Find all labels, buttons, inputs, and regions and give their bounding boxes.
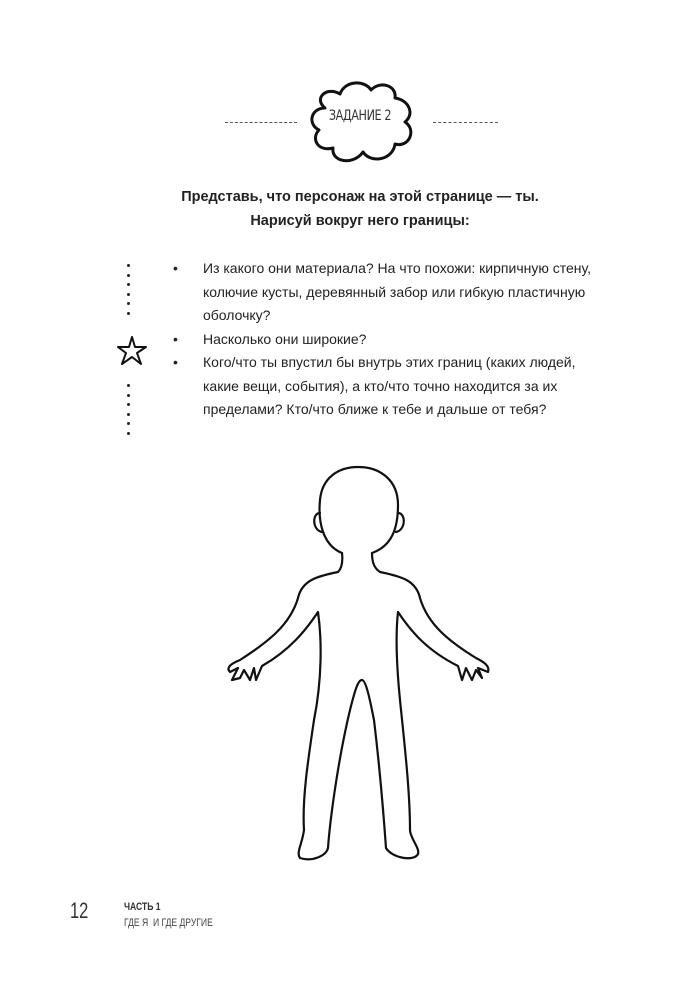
page-number: 12: [70, 898, 89, 923]
task-label: ЗАДАНИЕ 2: [328, 108, 392, 124]
list-item: • Из какого они материала? На что похожи: кирпичную стену, колючие кусты, деревянный забор или гибкую пластичную оболочку?: [168, 257, 608, 328]
heading-line-1: Представь, что персонаж на этой странице — ты.: [181, 189, 539, 205]
chapter-title: ГДЕ Я И ГДЕ ДРУГИЕ: [124, 917, 213, 929]
task-heading: [150, 185, 570, 233]
list-item: • Кого/что ты впустил бы внутрь этих границ (каких людей, какие вещи, события), а кто/что точно находится за их пределами? Кто/что ближе к тебе и дальше от тебя?: [168, 351, 608, 422]
star-icon: [116, 335, 148, 367]
dashed-divider-left: [225, 122, 297, 123]
heading-line-2: Нарисуй вокруг него границы:: [250, 213, 470, 229]
dots-column-top: [127, 264, 131, 321]
dashed-divider-right: [433, 122, 498, 123]
dots-column-bottom: [127, 384, 131, 441]
part-title: ЧАСТЬ 1: [124, 901, 161, 913]
question-list: [168, 257, 608, 422]
list-item: • Насколько они широкие?: [168, 328, 608, 352]
